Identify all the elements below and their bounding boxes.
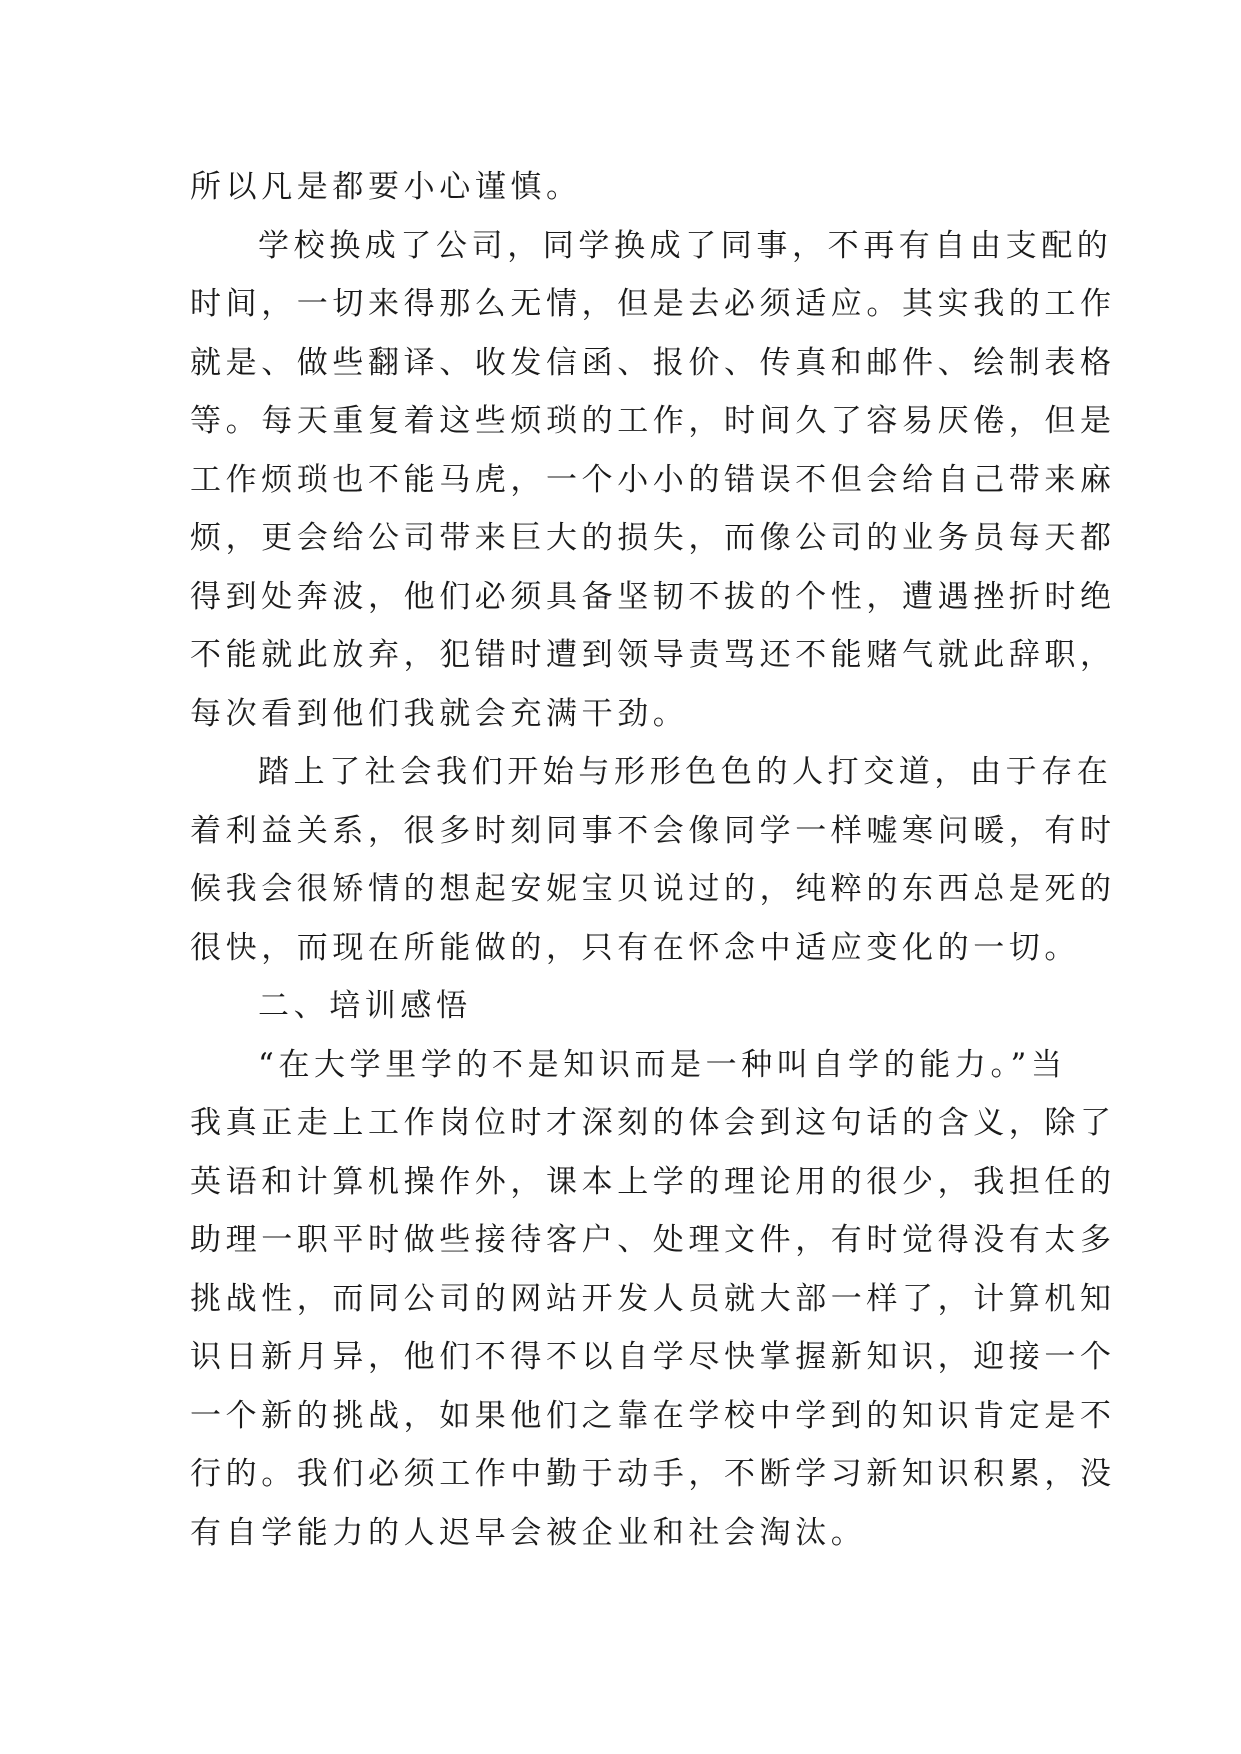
text-line: 时间，一切来得那么无情，但是去必须适应。其实我的工作	[190, 286, 1116, 322]
text-line: 助理一职平时做些接待客户、处理文件，有时觉得没有太多	[190, 1222, 1116, 1258]
text-line: 踏上了社会我们开始与形形色色的人打交道，由于存在	[258, 754, 1113, 790]
text-line: 行的。我们必须工作中勤于动手，不断学习新知识积累，没	[190, 1456, 1116, 1492]
text-line: 我真正走上工作岗位时才深刻的体会到这句话的含义，除了	[190, 1105, 1116, 1141]
document-body	[190, 158, 1116, 1562]
text-line: 很快，而现在所能做的，只有在怀念中适应变化的一切。	[190, 929, 1080, 966]
text-line: 得到处奔波，他们必须具备坚韧不拔的个性，遭遇挫折时绝	[190, 578, 1116, 615]
text-line: 候我会很矫情的想起安妮宝贝说过的，纯粹的东西总是死的	[190, 871, 1116, 907]
text-line: 着利益关系，很多时刻同事不会像同学一样嘘寒问暖，有时	[190, 812, 1116, 849]
text-line: 英语和计算机操作外，课本上学的理论用的很少，我担任的	[190, 1163, 1116, 1200]
text-line: 学校换成了公司，同学换成了同事，不再有自由支配的	[258, 227, 1113, 264]
text-line: 等。每天重复着这些烦琐的工作，时间久了容易厌倦，但是	[190, 403, 1116, 439]
text-line: 每次看到他们我就会充满干劲。	[190, 695, 689, 732]
text-line: 一个新的挑战，如果他们之靠在学校中学到的知识肯定是不	[190, 1397, 1116, 1434]
text-line: “在大学里学的不是知识而是一种叫自学的能力。”当	[258, 1046, 1067, 1083]
text-line: 不能就此放弃，犯错时遭到领导责骂还不能赌气就此辞职，	[190, 637, 1116, 673]
text-line: 烦，更会给公司带来巨大的损失，而像公司的业务员每天都	[190, 520, 1116, 556]
text-line: 二、培训感悟	[258, 988, 472, 1024]
text-line: 就是、做些翻译、收发信函、报价、传真和邮件、绘制表格	[190, 344, 1116, 381]
text-line: 挑战性，而同公司的网站开发人员就大部一样了，计算机知	[190, 1280, 1116, 1317]
text-line: 所以凡是都要小心谨慎。	[190, 169, 582, 205]
text-line: 有自学能力的人迟早会被企业和社会淘汰。	[190, 1514, 867, 1551]
text-line: 识日新月异，他们不得不以自学尽快掌握新知识，迎接一个	[190, 1339, 1116, 1375]
text-line: 工作烦琐也不能马虎，一个小小的错误不但会给自己带来麻	[190, 461, 1116, 498]
